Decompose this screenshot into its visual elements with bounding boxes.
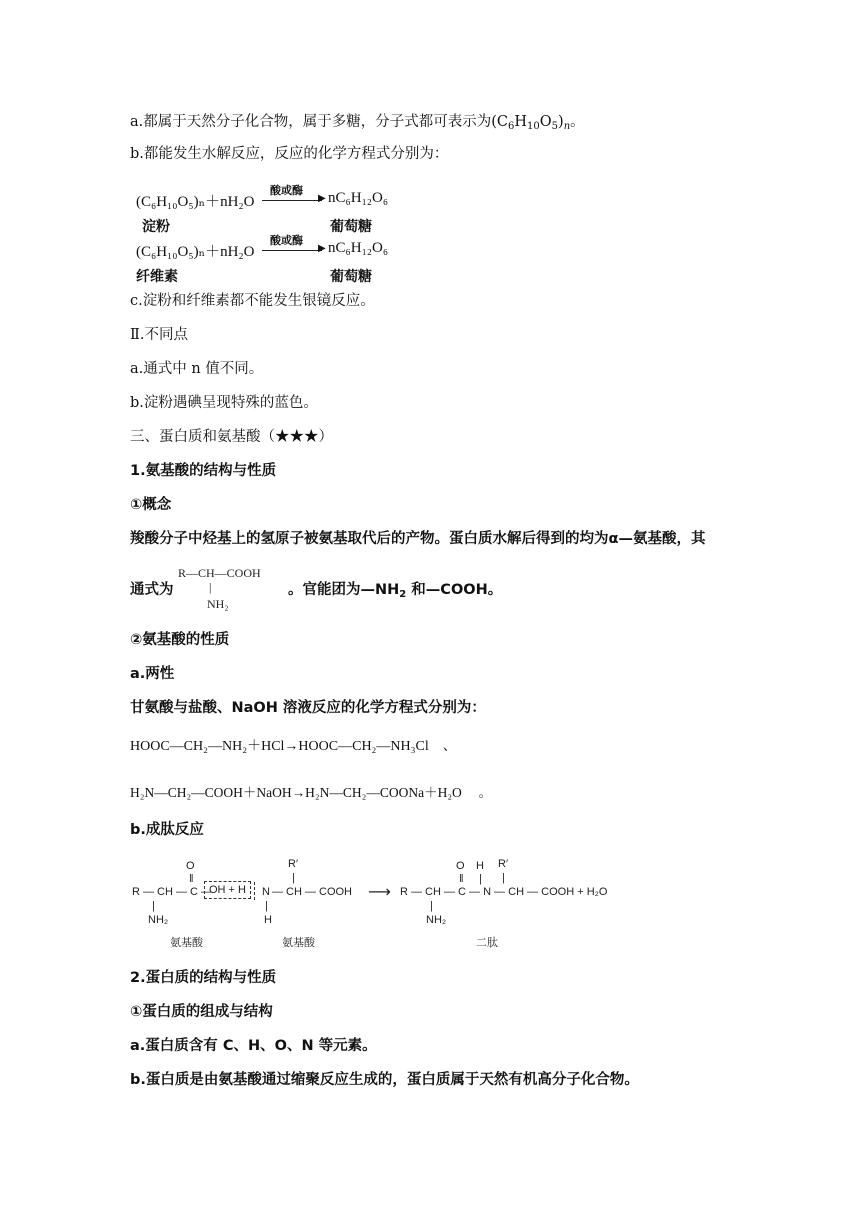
oh-h-dashed-box: OH + H: [204, 881, 251, 899]
line-c-silver-mirror: c.淀粉和纤维素都不能发生银镜反应。: [130, 293, 375, 309]
cellulose-arrow: [262, 250, 322, 251]
starch-equation: [136, 184, 389, 216]
glycine-reactions-text: 甘氨酸与盐酸、NaOH 溶液反应的化学方程式分别为：: [130, 700, 486, 716]
general-formula-top: R—CH—COOH: [178, 566, 261, 580]
cellulose-labels: 纤维素 葡萄糖: [136, 269, 372, 285]
line-b-iodine: b.淀粉遇碘呈现特殊的蓝色。: [130, 395, 318, 411]
reaction-arrow-icon: ⟶: [368, 884, 391, 901]
functional-groups-text: 。官能团为$—NH_2$ 和—COOH。: [288, 582, 503, 600]
general-formula-bottom: NH₂: [207, 597, 229, 611]
concept-heading: ①概念: [130, 497, 172, 513]
cellulose-condition: 酸或酶: [270, 234, 303, 247]
arrow-head-icon: ▶: [318, 243, 326, 254]
cellulose-reactant: (C₆H₁₀O₅)ₙ＋nH₂O: [136, 244, 255, 260]
hydrolysis-equations: [136, 184, 389, 286]
composition-b: b.蛋白质是由氨基酸通过缩聚反应生成的，蛋白质属于天然有机高分子化合物。: [130, 1072, 639, 1088]
line-a-n-value: a.通式中 n 值不同。: [130, 361, 264, 377]
starch-labels: 淀粉 葡萄糖: [142, 219, 372, 235]
cellulose-product: nC₆H₁₂O₆: [328, 240, 389, 256]
peptide-heading: b.成肽反应: [130, 822, 204, 838]
starch-condition: 酸或酶: [270, 184, 303, 197]
amphoteric-heading: a.两性: [130, 666, 175, 682]
starch-product: nC₆H₁₂O₆: [328, 190, 389, 206]
glycine-hcl-equation: HOOC—CH₂—NH₂＋HCl→HOOC—CH₂—NH₃Cl 、: [130, 739, 457, 754]
peptide-scheme: O ‖ R′ | R — CH — C — OH + H N — CH — COOH | NH₂ | H ⟶ O ‖ H | R′ | R — CH — C — N — CH — COOH + H₂O | NH₂ 氨基酸 氨基酸 二肽: [132, 858, 608, 949]
section-three-heading: 三、蛋白质和氨基酸（★★★）: [130, 429, 333, 445]
properties-heading: ②氨基酸的性质: [130, 632, 230, 648]
subsection-1-heading: 1.氨基酸的结构与性质: [130, 463, 277, 479]
composition-a: a.蛋白质含有 C、H、O、N 等元素。: [130, 1038, 377, 1054]
starch-reactant: (C₆H₁₀O₅)ₙ＋nH₂O: [136, 194, 255, 210]
cellulose-equation: [136, 234, 389, 266]
general-formula-prefix: 通式为: [130, 582, 174, 598]
subsection-2-heading: 2.蛋白质的结构与性质: [130, 970, 277, 986]
line-a-common: a.都属于天然分子化合物，属于多糖，分子式都可表示为$(C_6H_{10}O_5)_n$。: [130, 114, 585, 132]
composition-heading: ①蛋白质的组成与结构: [130, 1004, 273, 1020]
glycine-naoh-equation: H₂N—CH₂—COOH＋NaOH→H₂N—CH₂—COONa＋H₂O 。: [130, 785, 493, 800]
concept-text: 羧酸分子中烃基上的氢原子被氨基取代后的产物。蛋白质水解后得到的均为α—氨基酸，其: [130, 531, 706, 547]
heading-differences: Ⅱ.不同点: [130, 327, 188, 343]
starch-arrow: [262, 200, 322, 201]
arrow-head-icon: ▶: [318, 193, 326, 204]
line-b-hydrolysis: b.都能发生水解反应，反应的化学方程式分别为：: [130, 146, 449, 162]
general-formula-bond: |: [209, 580, 212, 594]
